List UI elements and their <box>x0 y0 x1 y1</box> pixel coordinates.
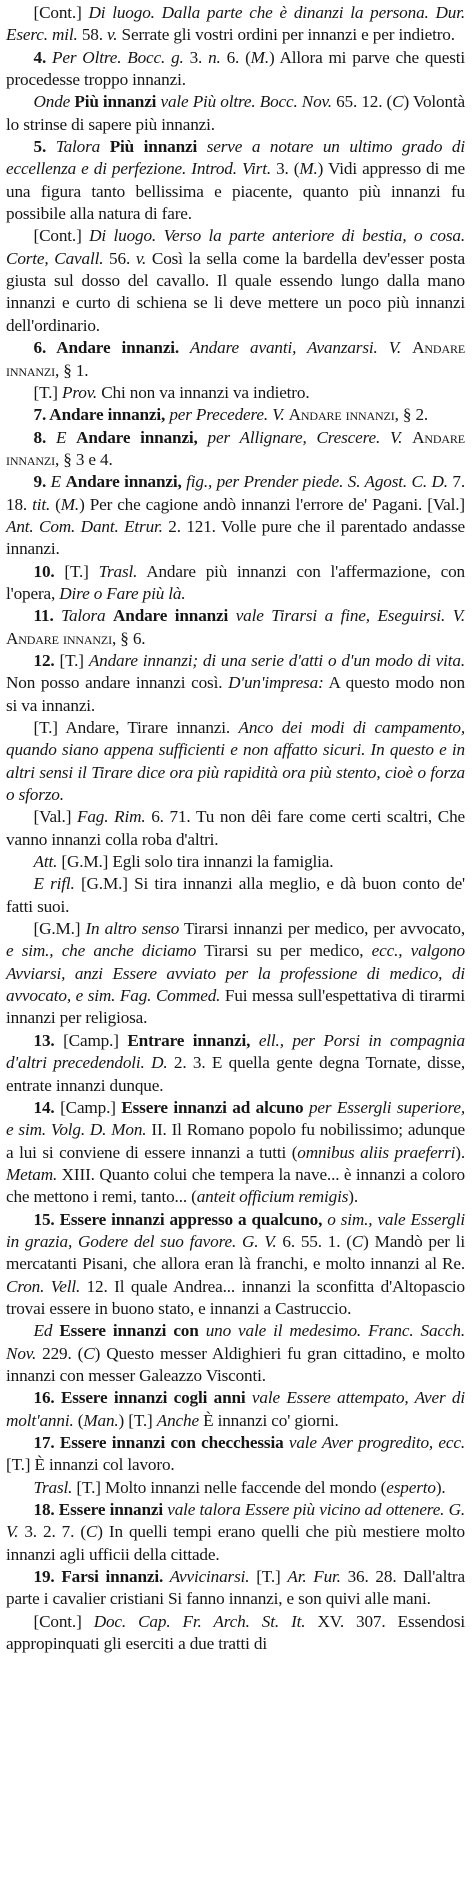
entry-text-run: M. <box>60 494 80 514</box>
dictionary-entry <box>6 1499 465 1566</box>
entry-text-run: ) Allora mi parve che questi procedesse troppo innanzi. <box>6 47 466 90</box>
dictionary-entry <box>6 136 465 225</box>
dictionary-entry <box>6 337 465 382</box>
entry-text-run: [G.M.] <box>33 919 86 939</box>
dictionary-entry <box>6 1030 465 1097</box>
entry-text-run: 2. 3. E quella gente degna Tornate, disse, entrate innanzi dunque. <box>6 1053 465 1095</box>
entry-text-run: v. <box>107 25 118 45</box>
dictionary-entry <box>6 605 465 650</box>
entry-text-run: ( <box>50 494 61 514</box>
dictionary-entry <box>6 47 465 92</box>
entry-text-run: ) Per che cagione andò innanzi l'errore de' Pagani. [Val.] <box>79 494 465 514</box>
entry-text-run: Doc. Cap. Fr. Arch. St. It. <box>93 1611 306 1631</box>
entry-text-run: [T.] <box>64 561 99 581</box>
entry-text-run: Talora <box>55 137 110 157</box>
entry-text-run: omnibus aliis praeferri <box>297 1142 456 1162</box>
entry-text-run: ) Vidi appresso di me una figura tanto bellissima e piacente, quanto più innanzi fu possibile alla natura di fare. <box>6 159 465 224</box>
entry-text-run: XIII. Quanto colui che tempera la nave... è innanzi a coloro che mettono i remi, tanto... ( <box>6 1164 465 1207</box>
entry-text-run: 3. <box>183 47 209 67</box>
entry-text-run: Più innanzi <box>74 92 157 112</box>
entry-text-run: vale talora Essere più vicino ad ottenere. G. V. <box>6 1500 465 1542</box>
entry-text-run: 4. <box>33 47 53 67</box>
entry-text-run: Serrate gli vostri ordini per innanzi e per indietro. <box>117 25 455 45</box>
dictionary-entry <box>6 225 465 337</box>
entry-text-run: D'un'impresa: <box>228 673 324 693</box>
dictionary-entry <box>6 382 465 404</box>
entry-text-run: ) [T.] <box>118 1410 157 1430</box>
dictionary-entry <box>6 1566 465 1611</box>
entry-text-run: Metam. <box>6 1164 58 1184</box>
entry-text-run: vale Aver progredito, ecc. <box>283 1433 465 1452</box>
entry-text-run: anteit officium remigis <box>196 1187 349 1207</box>
dictionary-entry <box>6 873 465 918</box>
entry-text-run: Ar. Fur. <box>287 1567 341 1587</box>
entry-text-run: 6. ( <box>220 47 251 67</box>
entry-text-run: esperto <box>386 1477 436 1497</box>
entry-text-run: Andare innanzi <box>6 338 466 380</box>
entry-text-run: per Essergli superiore, e sim. Volg. D. Mon. <box>6 1097 465 1140</box>
entry-text-run: n. <box>208 47 221 67</box>
entry-text-run: tit. <box>32 494 51 514</box>
entry-text-run: [Val.] <box>33 807 77 827</box>
entry-text-run: ecc., valgono Avviarsi, anzi Essere avviato per la professione di medico, di avvocato, e sim. Fag. Commed. <box>6 941 465 1006</box>
entry-text-run: vale Tirarsi a fine, Eseguirsi. V. <box>228 606 466 626</box>
entry-text-run <box>401 338 412 357</box>
entry-text-run: E rifl. <box>33 874 75 894</box>
entry-text-run: M. <box>299 159 318 179</box>
entry-text-run: fig., per Prender piede. S. Agost. C. D. <box>181 472 448 492</box>
dictionary-entry <box>6 2 465 47</box>
entry-text-run: o sim., vale Essergli in grazia, Godere del suo favore. G. V. <box>6 1209 465 1251</box>
entry-text-run: , § 2. <box>394 405 429 425</box>
dictionary-entry <box>6 1209 465 1321</box>
entry-text-run: M. <box>250 47 269 67</box>
entry-text-run: [T.] <box>249 1567 288 1587</box>
entry-text-run: Entrare innanzi, <box>127 1030 251 1050</box>
entry-text-run: [Cont.] <box>33 3 89 22</box>
entry-text-run: II. Il Romano popolo fu nobilissimo; adunque a lui si conviene di essere innanzi a tutti ( <box>6 1120 465 1162</box>
entry-text-run: 65. 12. ( <box>331 92 393 112</box>
entry-text-run: v. <box>135 248 147 268</box>
entry-text-run: Ant. Com. Dant. Etrur. <box>6 516 163 536</box>
entry-text-run: 12. Il quale Andrea... innanzi la sconfitta d'Altopascio trovai essere in buono stato, e innanzi a Castruccio. <box>6 1276 465 1318</box>
dictionary-entry <box>6 1387 465 1432</box>
dictionary-entry <box>6 851 465 873</box>
entry-text-run: Tirarsi su per medico, <box>196 941 372 961</box>
entry-text-run: 3. 2. 7. ( <box>18 1522 86 1542</box>
entry-text-run: Att. <box>33 852 58 872</box>
entry-text-run: 56. <box>103 248 136 268</box>
entry-text-run: E <box>55 427 77 447</box>
entry-text-run: Non posso andare innanzi così. <box>6 673 229 693</box>
entry-text-run: XV. 307. Essendosi appropinquati gli eserciti a due tratti di <box>6 1611 465 1654</box>
entry-text-run: ). <box>435 1477 446 1497</box>
entry-text-run: 14. <box>33 1097 61 1117</box>
entry-text-run: ) Questo messer Aldighieri fu gran cittadino, e molto innanzi con messer Galeazzo Visconti. <box>6 1343 465 1385</box>
entry-text-run: C <box>392 92 404 112</box>
entry-text-run: serve a notare un ultimo grado di eccellenza e di perfezione. Introd. Virt. <box>6 137 465 179</box>
entry-text-run: [Cont.] <box>33 1611 94 1631</box>
entry-text-run: A questo modo non si va innanzi. <box>6 673 466 715</box>
entry-text-run: uno vale il medesimo. Franc. Sacch. Nov. <box>6 1321 465 1363</box>
entry-text-run: È innanzi co' giorni. <box>198 1410 339 1430</box>
entry-text-run: 15. Essere innanzi appresso a qualcuno, <box>33 1209 323 1229</box>
entry-text-run: 3. ( <box>270 159 300 179</box>
entry-text-run: Fui messa sull'espettativa di tirarmi innanzi per religiosa. <box>6 986 465 1028</box>
entry-text-run: per Precedere. V. <box>165 405 285 425</box>
entry-text-run: ) In quelli tempi erano quelli che più mestiere molto innanzi agli ufficii della cittade. <box>6 1522 466 1564</box>
entry-text-run: Anco dei modi di campamento, quando siano appena sufficienti e non affatto sicuri. In questo e in altri sensi il Tirare dice ora più rapidità ora più stento, cioè o forza o sforzo. <box>6 718 465 805</box>
entry-text-run: ( <box>73 1410 84 1430</box>
entry-text-run: 11. <box>33 606 62 626</box>
entry-text-run: 2. 121. Volle pure che il parentado andasse innanzi. <box>6 516 465 559</box>
entry-text-run: C <box>351 1231 364 1251</box>
entry-text-run: 10. <box>33 561 65 581</box>
entry-text-run: Tirarsi innanzi per medico, per avvocato, <box>179 919 466 939</box>
entry-text-run: Andare avanti, Avanzarsi. V. <box>179 338 402 358</box>
entry-text-run <box>402 428 412 447</box>
entry-text-run: [T.] <box>33 382 63 402</box>
dictionary-entry <box>6 918 465 1030</box>
entry-text-run: [T.] È innanzi col lavoro. <box>6 1455 175 1475</box>
entry-text-run: 58. <box>77 25 108 45</box>
entry-text-run: , § 1. <box>54 360 89 380</box>
entry-text-run: per Allignare, Crescere. V. <box>197 427 403 447</box>
entry-text-run: [G.M.] Si tira innanzi alla meglio, e dà buon conto de' fatti suoi. <box>6 874 466 916</box>
entry-text-run: vale Più oltre. Bocc. Nov. <box>156 92 332 112</box>
dictionary-entry <box>6 1432 465 1477</box>
entry-text-run: ) Mandò per li mercatanti Pisani, che allora eran là franchi, e molto innanzi al Re. <box>6 1231 465 1274</box>
dictionary-entry <box>6 806 465 851</box>
entry-text-run: 7. 18. <box>6 472 465 514</box>
dictionary-entry <box>6 561 465 606</box>
entry-text-run: , § 6. <box>111 628 146 648</box>
entry-text-run: [G.M.] Egli solo tira innanzi la famiglia. <box>57 852 334 872</box>
entry-text-run: [Camp.] <box>60 1097 122 1117</box>
entry-text-run: Chi non va innanzi va indietro. <box>97 382 310 402</box>
entry-text-run: 18. Essere innanzi <box>33 1500 163 1520</box>
dictionary-entry <box>6 1477 465 1499</box>
entry-text-run: 17. Essere innanzi con checchessia <box>33 1433 284 1452</box>
entry-text-run: Onde <box>33 92 75 112</box>
entry-text-run: 6. Andare innanzi. <box>33 338 180 358</box>
entry-text-run: ). <box>348 1187 358 1207</box>
entry-text-run: Ed <box>33 1321 60 1341</box>
entry-text-run: Avvicinarsi. <box>163 1567 250 1587</box>
entry-text-run: Andare più innanzi con l'affermazione, con l'opera, <box>6 561 465 603</box>
entry-text-run: 12. <box>33 650 60 670</box>
entry-text-run: Trasl. <box>98 561 138 581</box>
dictionary-entry <box>6 404 465 426</box>
entry-text-run: In altro senso <box>85 919 180 939</box>
entry-text-run: 9. <box>33 472 51 492</box>
entry-text-run: [T.] <box>59 650 89 670</box>
entry-text-run: 229. ( <box>36 1343 84 1363</box>
entry-text-run: Essere innanzi ad alcuno <box>121 1097 304 1117</box>
entry-text-run: Andare innanzi <box>113 606 229 626</box>
entry-text-run: Talora <box>61 606 114 626</box>
entry-text-run: Andare innanzi <box>6 427 465 469</box>
dictionary-entry <box>6 717 465 806</box>
entry-text-run: Andare innanzi, <box>76 427 198 447</box>
entry-text-run: C <box>83 1343 95 1363</box>
entry-text-run: Così la sella come la bardella dev'esser posta giusta sul dosso del cavallo. Il quale essendo lungo dalla mano innanzi e curto di schiena se li deve mettere un poco più innanzi dell'ordinario. <box>6 248 465 335</box>
dictionary-entry <box>6 1097 465 1209</box>
entry-text-run: [Camp.] <box>63 1030 128 1050</box>
entry-text-run: 13. <box>33 1030 64 1050</box>
entry-text-run: Più innanzi <box>109 137 198 157</box>
entry-text-run: Man. <box>83 1410 119 1430</box>
entry-text-run: Andare innanzi, <box>65 472 182 492</box>
entry-text-run: Anche <box>156 1410 199 1430</box>
dictionary-entry <box>6 471 465 560</box>
entry-text-run: 6. 55. 1. ( <box>276 1231 352 1251</box>
entry-text-run: Andare innanzi; di una serie d'atti o d'un modo di vita. <box>88 650 466 670</box>
entry-text-run: 8. <box>33 427 56 447</box>
entry-text-run: Essere innanzi con <box>59 1321 199 1341</box>
entry-text-run: Fag. Rim. <box>77 807 146 827</box>
dictionary-entry <box>6 91 465 136</box>
entry-text-run: 7. Andare innanzi, <box>33 405 166 425</box>
entry-text-run: E <box>50 472 66 492</box>
entry-text-run: 6. 71. Tu non dêi fare come certi scaltri, Che vanno innanzi colla roba d'altri. <box>6 807 465 849</box>
dictionary-entry <box>6 650 465 717</box>
entry-text-run: Andare innanzi <box>288 405 395 425</box>
entry-text-run: 36. 28. Dall'altra parte i cavalier cristiani Si fanno innanzi, e son quivi alle mani. <box>6 1567 465 1609</box>
entry-text-run: ell., per Porsi in compagnia d'altri precedendoli. D. <box>6 1030 465 1073</box>
entry-text-run: Trasl. <box>33 1477 73 1497</box>
entry-text-run: 5. <box>33 137 56 157</box>
entry-text-run: ) Volontà lo strinse di sapere più innanzi. <box>6 92 466 134</box>
entry-text-run: Per Oltre. Bocc. g. <box>52 47 184 67</box>
entry-text-run: ). <box>455 1142 465 1162</box>
entry-text-run: Prov. <box>62 382 98 402</box>
entry-text-run: Cron. Vell. <box>6 1276 81 1296</box>
entry-text-run: 16. Essere innanzi cogli anni <box>33 1388 246 1408</box>
entry-text-run: 19. Farsi innanzi. <box>33 1567 164 1587</box>
entry-text-run: [T.] Molto innanzi nelle faccende del mondo ( <box>72 1477 387 1497</box>
entry-text-run: Andare innanzi <box>6 628 112 648</box>
entry-text-run: e sim., che anche diciamo <box>6 941 197 961</box>
entry-text-run: Di luogo. Verso la parte anteriore di bestia, o cosa. Corte, Cavall. <box>6 226 465 268</box>
entry-text-run: [Cont.] <box>33 226 90 246</box>
entry-text-run: [T.] Andare, Tirare innanzi. <box>33 718 239 737</box>
dictionary-entry <box>6 1320 465 1387</box>
entry-text-run: vale Essere attempato, Aver di molt'anni. <box>6 1388 465 1430</box>
entry-text-run: Dire o Fare più là. <box>59 583 186 603</box>
entry-text-run: Di luogo. Dalla parte che è dinanzi la persona. Dur. Eserc. mil. <box>6 3 465 45</box>
dictionary-entry <box>6 427 465 472</box>
entry-text-run: , § 3 e 4. <box>54 449 113 469</box>
entry-text-run: C <box>85 1522 98 1542</box>
dictionary-entry <box>6 1611 465 1656</box>
